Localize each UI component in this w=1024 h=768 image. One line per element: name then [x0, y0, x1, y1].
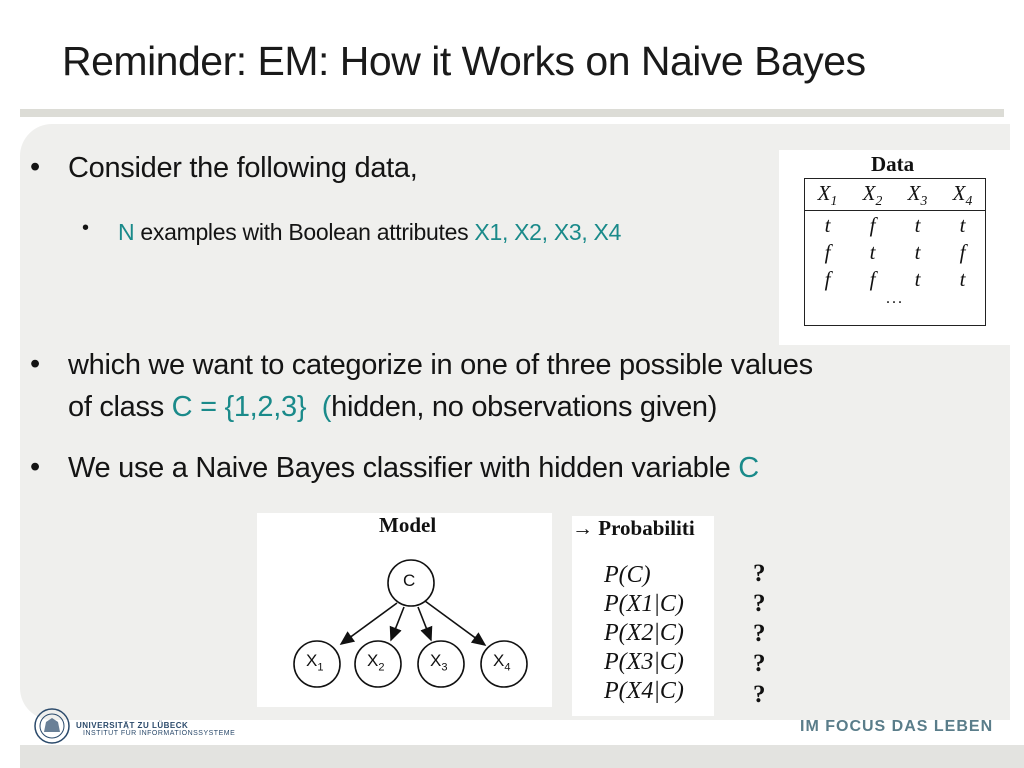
class-values: C = {1,2,3} [171, 391, 307, 423]
bullet-text: We use a Naive Bayes classifier with hidden variable [68, 452, 739, 484]
table-cell: t [824, 213, 831, 237]
unknown-marker: ? [753, 620, 766, 647]
prob-row-x1: P(X1|C) [604, 591, 684, 617]
prob-row-x4: P(X4|C) [604, 678, 684, 704]
header-x4: $X_4$ [952, 181, 973, 209]
table-cell: f [824, 267, 831, 291]
bullet-text-line1: which we want to categorize in one of three possible values [68, 349, 813, 381]
bullet-text-line2: of class [68, 391, 172, 423]
table-cell: f [869, 213, 876, 237]
hidden-note: hidden, no observations given) [331, 391, 718, 423]
table-cell: t [914, 213, 921, 237]
table-row [805, 211, 985, 238]
table-row [805, 265, 985, 292]
model-figure-title: Model [379, 513, 437, 537]
node-c-label: C [403, 571, 416, 590]
data-table-header [805, 179, 985, 211]
table-cell: t [869, 240, 876, 264]
table-cell: t [914, 240, 921, 264]
title-divider [20, 109, 1004, 117]
prob-row-x3: P(X3|C) [604, 649, 684, 675]
n-label: N [118, 219, 135, 245]
slide-title: Reminder: EM: How it Works on Naive Bayes [62, 38, 866, 84]
unknown-marker: ? [753, 650, 766, 677]
bullet-consider-data [30, 151, 418, 185]
footer-slogan: IM FOCUS DAS LEBEN [800, 718, 994, 735]
data-figure [779, 150, 1010, 345]
university-name: UNIVERSITÄT ZU LÜBECK [76, 721, 189, 730]
header-x1: $X_1$ [817, 181, 838, 209]
node-x2-label: $X_2$ [367, 651, 385, 674]
prob-row-x2: P(X2|C) [604, 620, 684, 646]
footer-band [20, 745, 1024, 768]
edge-c-x4 [425, 601, 485, 645]
edge-c-x3 [418, 607, 431, 640]
bayes-network-diagram [257, 513, 552, 707]
node-x4-label: $X_4$ [493, 651, 511, 674]
sub-bullet-text: examples with Boolean attributes [134, 219, 475, 245]
unknown-marker: ? [753, 681, 766, 708]
data-table [804, 178, 986, 326]
unknown-marker: ? [753, 560, 766, 587]
table-cell: t [959, 213, 966, 237]
bullet-dot: • [30, 348, 40, 380]
university-seal-logo [32, 706, 72, 746]
hidden-variable: C [738, 452, 759, 484]
table-cell: f [959, 240, 966, 264]
bullet-categorize [30, 344, 813, 428]
institute-name: INSTITUT FÜR INFORMATIONSSYSTEME [83, 730, 236, 737]
probabilities-figure-title: → Probabiliti [572, 516, 695, 540]
model-figure [257, 513, 552, 707]
table-cell: t [914, 267, 921, 291]
edge-c-x2 [391, 607, 404, 640]
table-cell: f [869, 267, 876, 291]
table-cell: t [959, 267, 966, 291]
open-paren: ( [306, 391, 332, 423]
unknown-marker: ? [753, 590, 766, 617]
node-x3-label: $X_3$ [430, 651, 448, 674]
table-row [805, 238, 985, 265]
table-ellipsis: ... [886, 290, 904, 307]
header-x3: $X_3$ [907, 181, 928, 209]
table-cell: f [824, 240, 831, 264]
probabilities-figure [572, 516, 714, 716]
sub-bullet-examples [82, 217, 622, 246]
attribute-list: X1, X2, X3, X4 [474, 219, 622, 245]
node-x1-label: $X_1$ [306, 651, 324, 674]
bullet-dot: • [30, 451, 40, 483]
header-x2: $X_2$ [862, 181, 883, 209]
bullet-naive-bayes [30, 451, 759, 485]
edge-c-x1 [341, 603, 397, 644]
bullet-dot: • [30, 151, 40, 183]
prob-row-c: P(C) [604, 562, 651, 588]
sub-bullet-dot: • [82, 217, 89, 239]
data-figure-title: Data [871, 152, 915, 176]
bullet-text: Consider the following data, [68, 152, 418, 184]
